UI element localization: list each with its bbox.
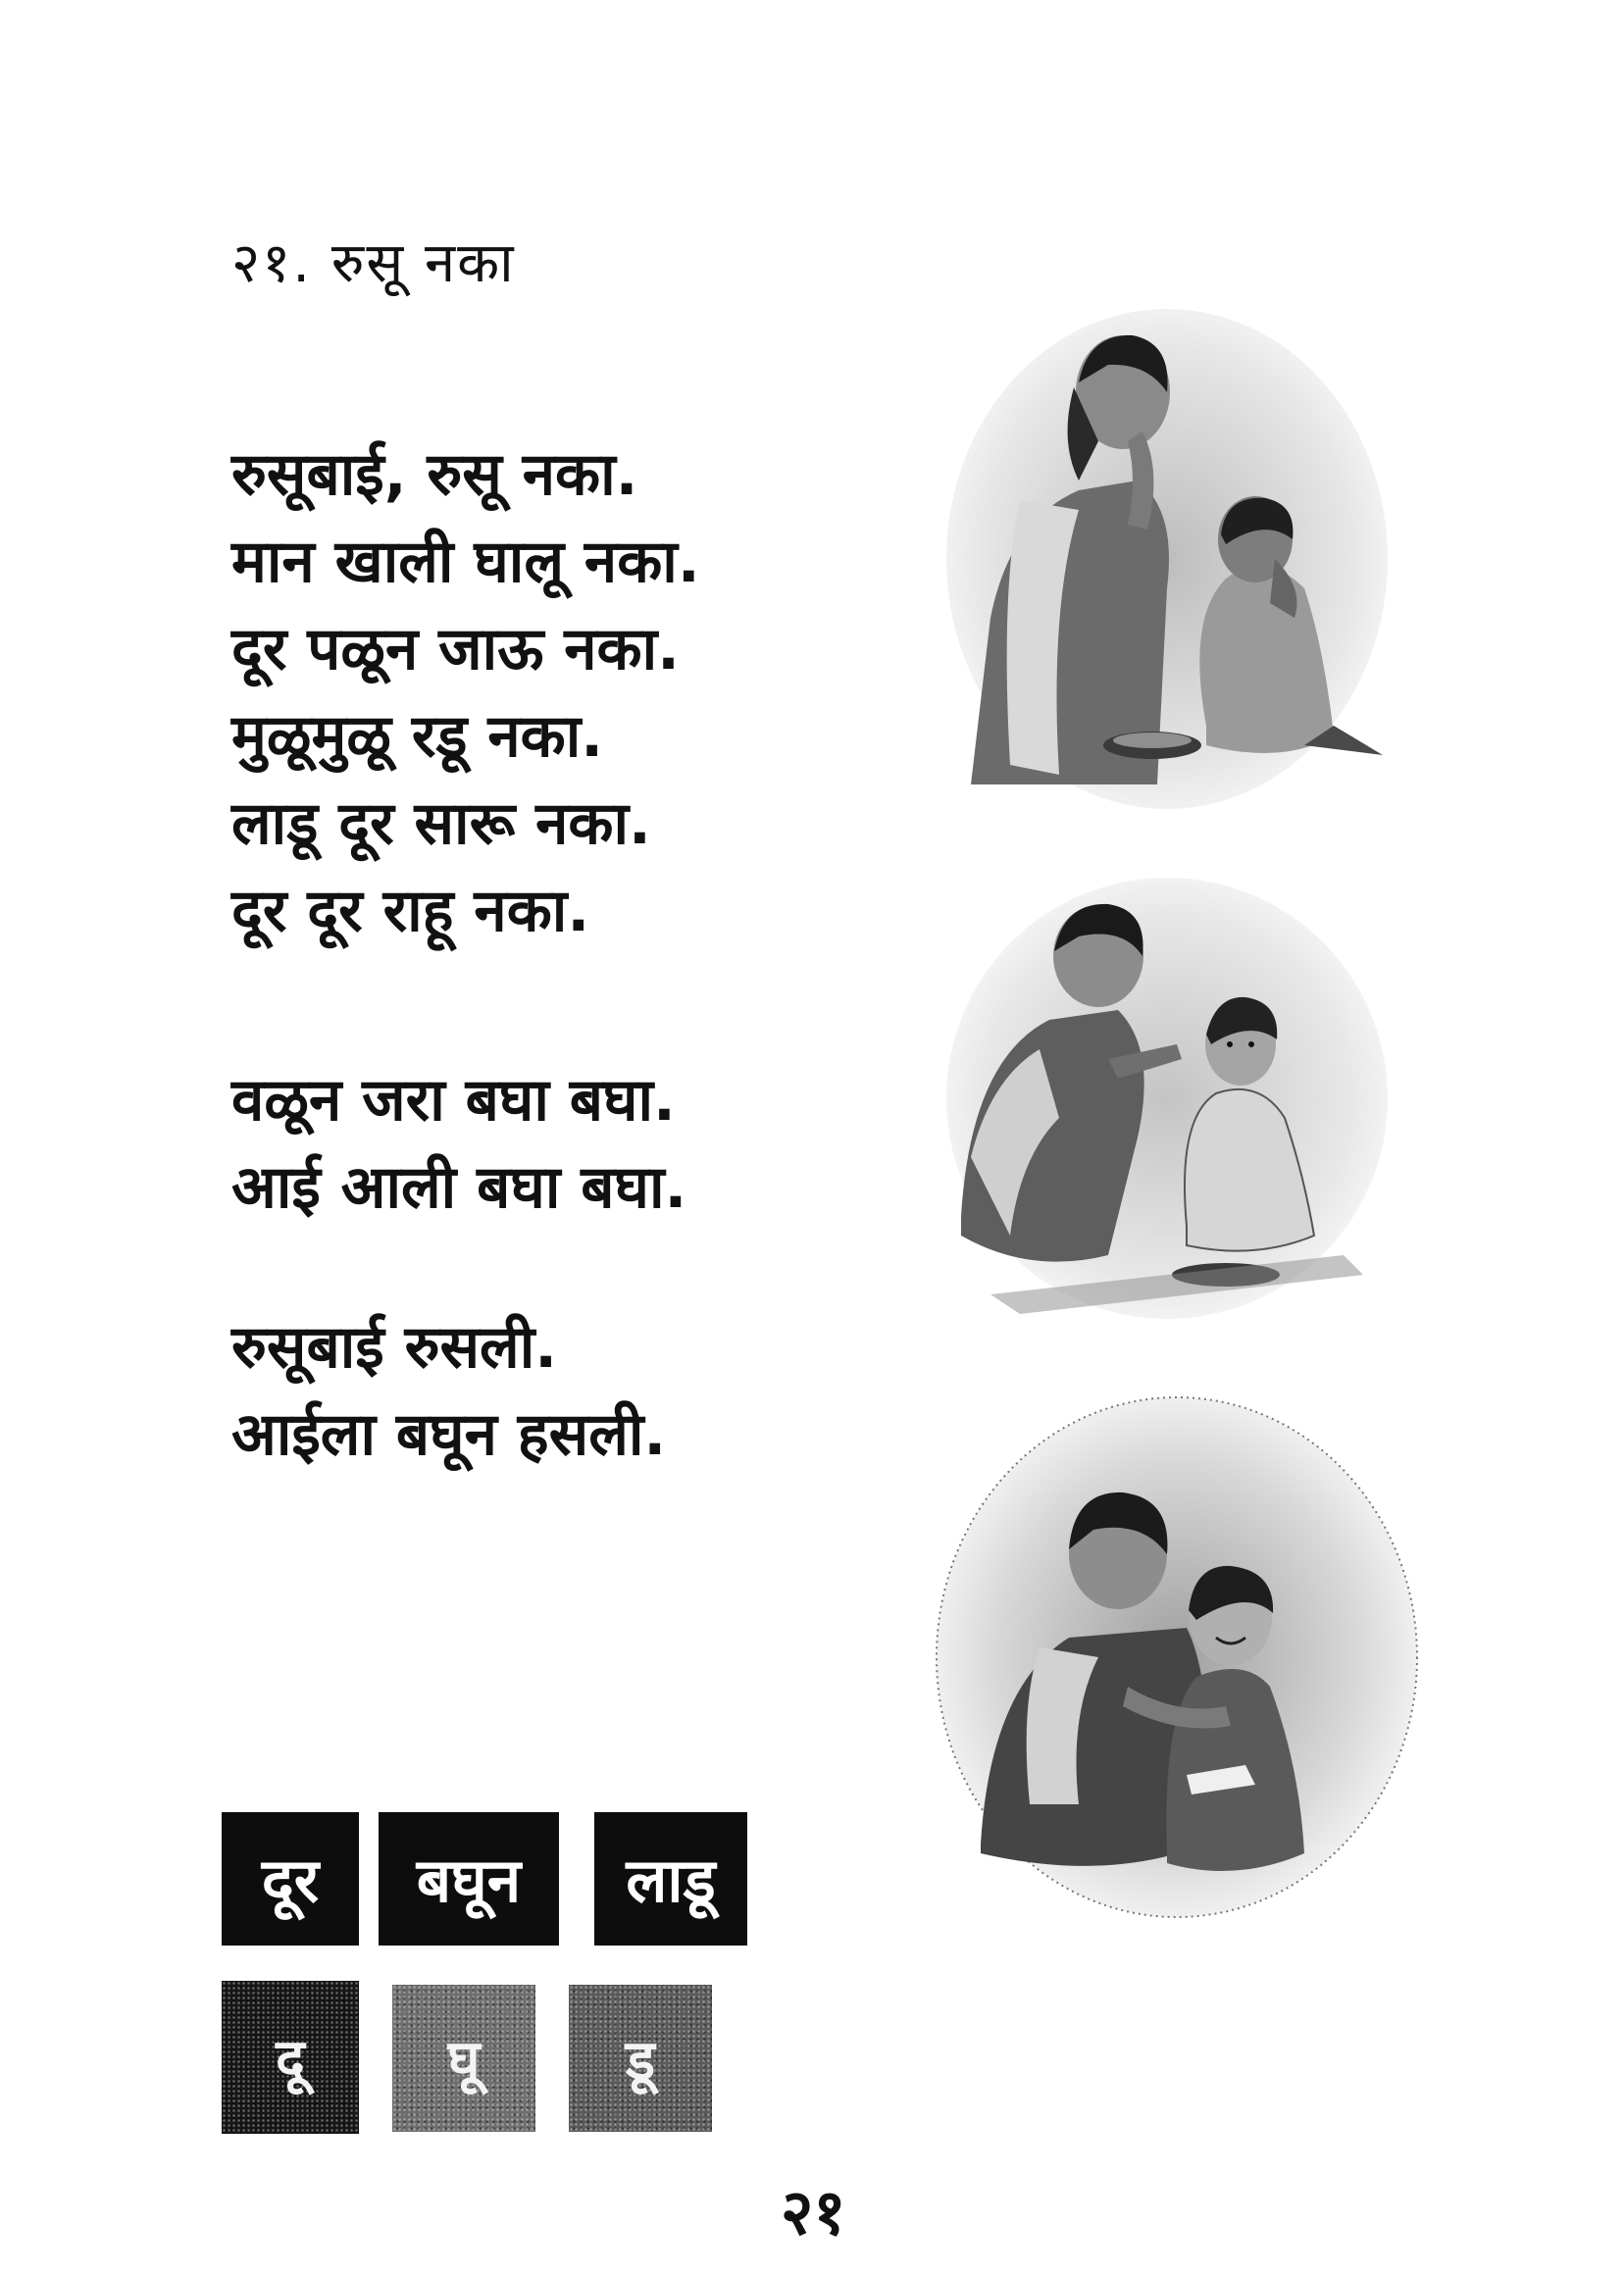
- word-card: लाडू: [594, 1812, 747, 1946]
- poem-stanza-1: [231, 431, 700, 955]
- letter-card: दू: [222, 1981, 359, 2134]
- poem-line: लाडू दूर सारू नका.: [231, 789, 651, 858]
- poem-line: दूर दूर राहू नका.: [231, 877, 590, 945]
- poem-stanza-2: [231, 1057, 686, 1232]
- poem-line: मुळूमुळू रडू नका.: [231, 702, 604, 771]
- word-card: बघून: [379, 1812, 559, 1946]
- word-card: दूर: [222, 1812, 359, 1946]
- letter-card: घू: [392, 1985, 535, 2132]
- mother-coaxing-girl-illustration: [932, 863, 1393, 1324]
- page-number: २१: [781, 2177, 846, 2250]
- mother-hugging-smiling-girl-illustration: [932, 1392, 1422, 1922]
- letter-card: डू: [569, 1985, 712, 2132]
- poem-stanza-3: [231, 1304, 666, 1479]
- mother-and-sulking-girl-illustration: [932, 294, 1393, 814]
- poem-line: आई आली बघा बघा.: [231, 1153, 687, 1222]
- poem-line: रुसूबाई रुसली.: [231, 1313, 558, 1382]
- poem-line: वळून जरा बघा बघा.: [231, 1066, 676, 1135]
- poem-line: रुसूबाई, रुसू नका.: [231, 440, 638, 509]
- lesson-title: २१. रुसू नका: [231, 231, 516, 295]
- poem-line: आईला बघून हसली.: [231, 1400, 667, 1469]
- poem-line: दूर पळून जाऊ नका.: [231, 615, 680, 683]
- poem-line: मान खाली घालू नका.: [231, 528, 700, 596]
